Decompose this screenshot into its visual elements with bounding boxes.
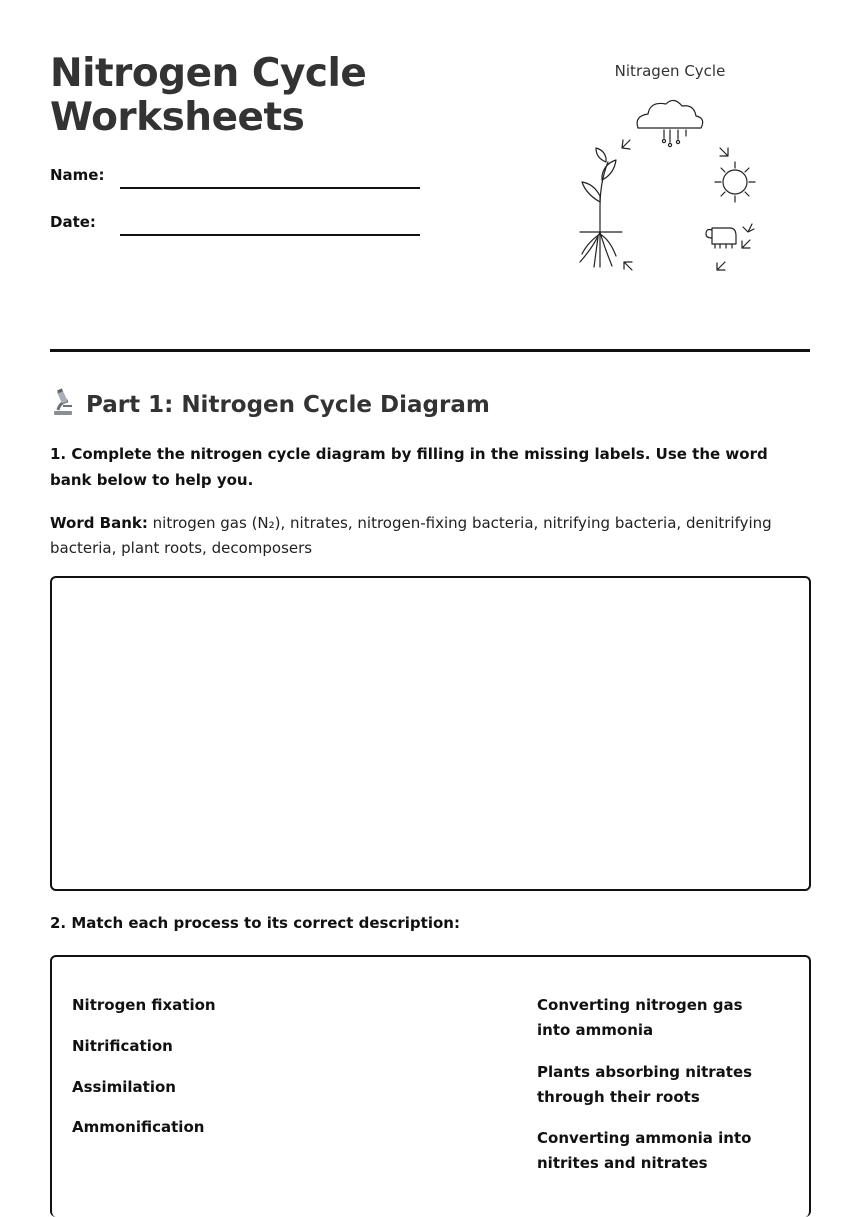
- dog-icon: [706, 228, 736, 248]
- description-item: Converting ammonia into nitrites and nitrates: [537, 1129, 752, 1172]
- description-item: Converting nitrogen gas into ammonia: [537, 996, 743, 1039]
- microscope-icon: [50, 388, 76, 422]
- description-item: Plants absorbing nitrates through their roots: [537, 1063, 753, 1106]
- part1-heading: [50, 388, 490, 422]
- process-item: Ammonification: [72, 1118, 205, 1136]
- question-1: 1. Complete the nitrogen cycle diagram by filling in the missing labels. Use the word bank below to help you.: [50, 445, 768, 489]
- cycle-arrows: [622, 140, 754, 270]
- cloud-icon: [637, 100, 703, 146]
- illustration-caption: Nitragen Cycle: [614, 62, 726, 80]
- question-2: 2. Match each process to its correct description:: [50, 914, 460, 932]
- diagram-answer-box[interactable]: [50, 576, 811, 891]
- process-item: Assimilation: [72, 1078, 176, 1096]
- process-item: Nitrogen fixation: [72, 996, 216, 1014]
- name-label: Name:: [50, 166, 105, 184]
- section-divider: [50, 349, 810, 352]
- page-title: Nitrogen Cycle Worksheets: [50, 51, 367, 140]
- part1-title: Part 1: Nitrogen Cycle Diagram: [86, 392, 490, 418]
- process-item: Nitrification: [72, 1037, 173, 1055]
- word-bank-label: Word Bank:: [50, 514, 148, 532]
- name-field[interactable]: [120, 187, 420, 189]
- nitrogen-cycle-illustration: [560, 52, 790, 292]
- plant-icon: [580, 148, 622, 267]
- sun-icon: [715, 162, 755, 202]
- word-bank-text: nitrogen gas (N₂), nitrates, nitrogen-fixing bacteria, nitrifying bacteria, denitrifying bacteria, plant roots, decomposers: [50, 514, 772, 557]
- date-field[interactable]: [120, 234, 420, 236]
- word-bank: [50, 511, 810, 561]
- date-label: Date:: [50, 213, 96, 231]
